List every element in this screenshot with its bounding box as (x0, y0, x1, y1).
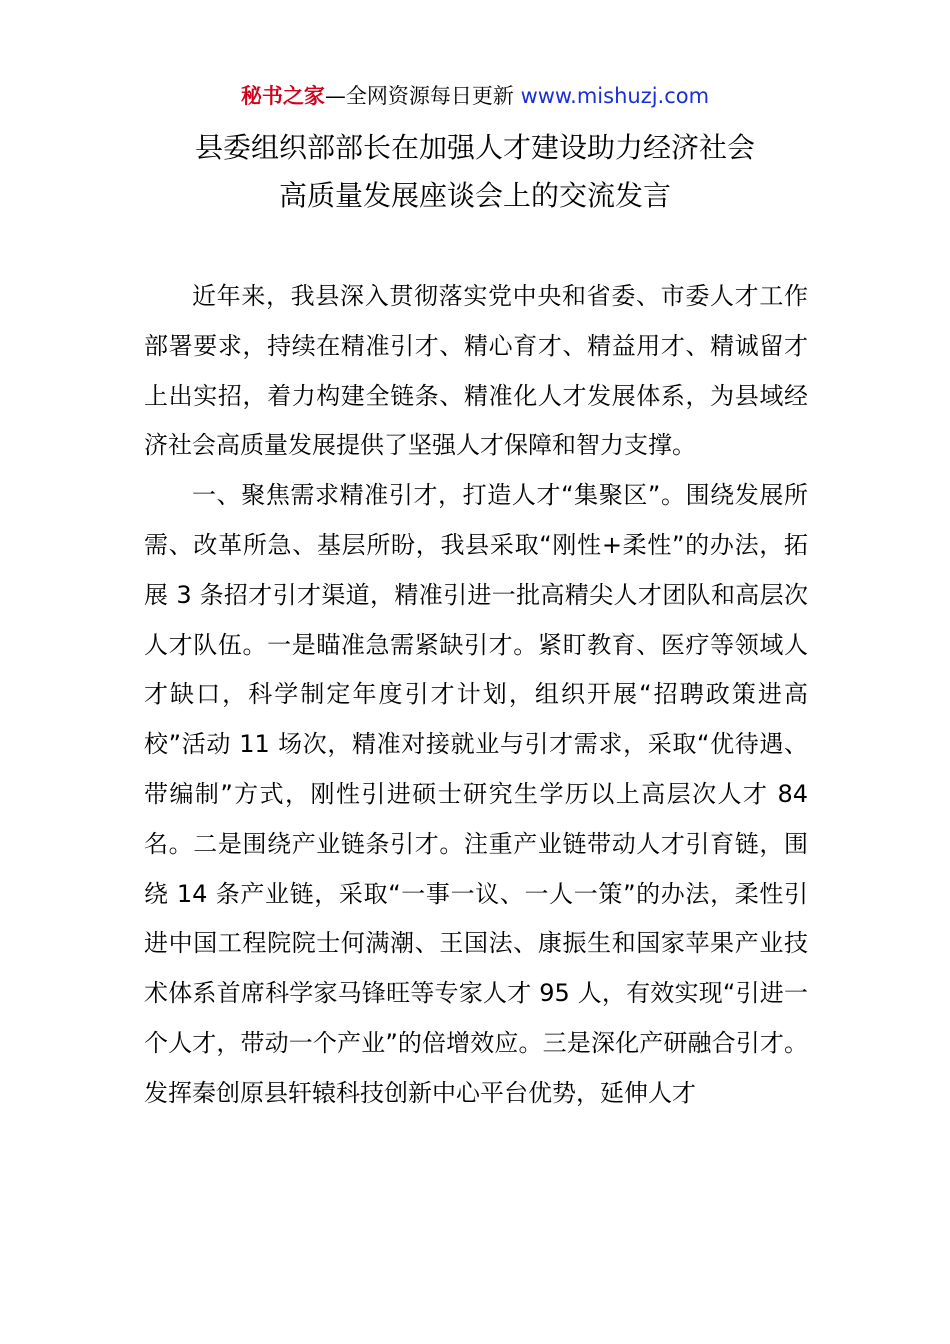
site-url-link[interactable]: www.mishuzj.com (520, 84, 710, 108)
document-title (0, 124, 950, 220)
site-header (0, 80, 950, 112)
title-line-1: 县委组织部部长在加强人才建设助力经济社会 (194, 131, 755, 164)
title-line-2: 高质量发展座谈会上的交流发言 (278, 179, 671, 212)
site-slogan: —全网资源每日更新 (324, 84, 521, 108)
paragraph-section-1: 一、聚焦需求精准引才，打造人才“集聚区”。围绕发展所需、改革所急、基层所盼，我县采取“刚性+柔性”的办法，拓展 3 条招才引才渠道，精准引进一批高精尖人才团队和高层次人才队伍。一是瞄准急需紧缺引才。紧盯教育、医疗等领域人才缺口，科学制定年度引才计划，组织开展“招聘政策进高校”活动 11 场次，精准对接就业与引才需求，采取“优待遇、带编制”方式，刚性引进硕士研究生学历以上高层次人才 84 名。二是围绕产业链条引才。注重产业链带动人才引育链，围绕 14 条产业链，采取“一事一议、一人一策”的办法，柔性引进中国工程院院士何满潮、王国法、康振生和国家苹果产业技术体系首席科学家马锋旺等专家人才 95 人，有效实现“引进一个人才，带动一个产业”的倍增效应。三是深化产研融合引才。发挥秦创原县轩辕科技创新中心平台优势，延伸人才 (144, 481, 808, 1107)
paragraph-intro: 近年来，我县深入贯彻落实党中央和省委、市委人才工作部署要求，持续在精准引才、精心育才、精益用才、精诚留才上出实招，着力构建全链条、精准化人才发展体系，为县域经济社会高质量发展提供了坚强人才保障和智力支撑。 (144, 282, 808, 460)
site-brand: 秘书之家 (240, 84, 325, 108)
document-body (144, 272, 808, 1119)
